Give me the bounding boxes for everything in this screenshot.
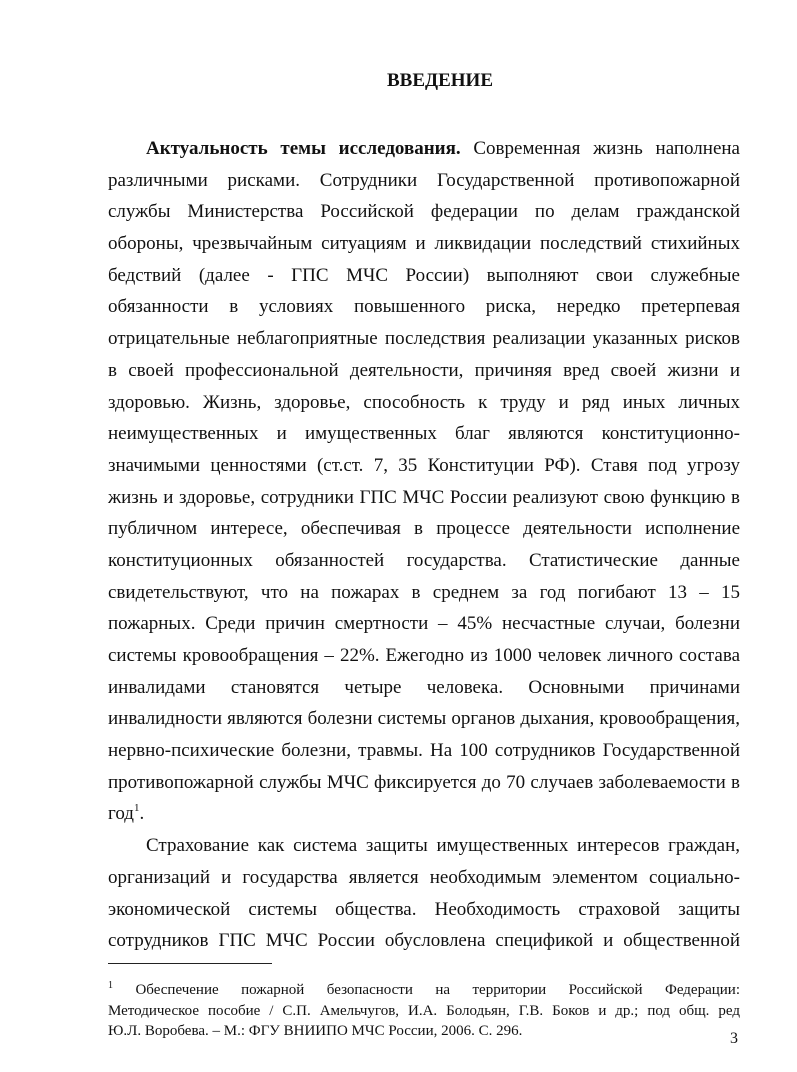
text-run: различными рисками. Сотрудники Государственной противопожарной (108, 169, 740, 191)
text-run: в своей профессиональной деятельности, причиняя вред своей жизни и (108, 359, 740, 381)
paragraph-line (108, 513, 740, 545)
paragraph-line (108, 323, 740, 355)
paragraph-line (108, 450, 740, 482)
paragraph-line (108, 608, 740, 640)
paragraph-line (108, 196, 740, 228)
text-run: свидетельствуют, что на пожарах в среднем за год погибают 13 – 15 (108, 581, 740, 603)
paragraph-line (108, 862, 740, 894)
footnote-ref: 1 (108, 980, 113, 991)
page-number: 3 (730, 1030, 738, 1047)
text-run: организаций и государства является необходимым элементом социально- (108, 866, 740, 888)
text-run: Обеспечение пожарной безопасности на территории Российской Федерации: (113, 982, 740, 998)
paragraph-line (108, 735, 740, 767)
text-run: пожарных. Среди причин смертности – 45% несчастные случаи, болезни (108, 613, 740, 635)
text-run: экономической системы общества. Необходимость страховой защиты (108, 898, 740, 920)
text-run: службы Министерства Российской федерации по делам гражданской (108, 201, 740, 223)
text-run: противопожарной службы МЧС фиксируется до 70 случаев заболеваемости в (108, 771, 740, 793)
paragraph-line (108, 133, 740, 165)
footnote-line (108, 1001, 740, 1022)
footnote-ref: 1 (133, 802, 140, 815)
text-run: здоровью. Жизнь, здоровье, способность к труду и ряд иных личных (108, 391, 740, 413)
paragraph-line (108, 355, 740, 387)
paragraph-line (108, 418, 740, 450)
paragraph-line (108, 165, 740, 197)
text-run: значимыми ценностями (ст.ст. 7, 35 Конституции РФ). Ставя под угрозу (108, 454, 740, 476)
text-run: конституционных обязанностей государства. Статистические данные (108, 549, 740, 571)
paragraph-line (108, 798, 740, 830)
text-run: Современная жизнь наполнена (460, 138, 740, 159)
text-run: обязанности в условиях повышенного риска, нередко претерпевая (108, 296, 740, 318)
text-run: инвалидами становятся четыре человека. Основными причинами (108, 676, 740, 698)
paragraph-line (108, 894, 740, 926)
text-run: год (108, 803, 134, 825)
body-text (108, 133, 740, 957)
paragraph-line (108, 672, 740, 704)
text-run: инвалидности являются болезни системы органов дыхания, кровообращения, (108, 708, 740, 730)
paragraph-line (108, 291, 740, 323)
paragraph-line (108, 767, 740, 799)
footnote-line (108, 1021, 740, 1042)
text-run: бедствий (далее - ГПС МЧС России) выполняют свои служебные (108, 264, 740, 286)
paragraph-line (108, 703, 740, 735)
text-run: отрицательные неблагоприятные последствия реализации указанных рисков (108, 328, 740, 350)
paragraph-line (108, 830, 740, 862)
footnote (108, 980, 740, 1042)
text-run: Ю.Л. Воробева. – М.: ФГУ ВНИИПО МЧС России, 2006. С. 296. (108, 1023, 523, 1039)
paragraph-line (108, 387, 740, 419)
section-title: ВВЕДЕНИЕ (387, 70, 493, 91)
text-run: неимущественных и имущественных благ являются конституционно- (108, 423, 740, 445)
paragraph-line (108, 577, 740, 609)
text-run: публичном интересе, обеспечивая в процессе деятельности исполнение (108, 518, 740, 540)
paragraph-line (108, 640, 740, 672)
text-run: сотрудников ГПС МЧС России обусловлена спецификой и общественной (108, 930, 740, 952)
text-run: обороны, чрезвычайным ситуациям и ликвидации последствий стихийных (108, 233, 740, 255)
footnote-line (108, 980, 740, 1001)
text-run: жизнь и здоровье, сотрудники ГПС МЧС России реализуют свою функцию в (108, 486, 740, 508)
paragraph-line (108, 260, 740, 292)
bold-lead: Актуальность темы исследования. (146, 138, 461, 159)
footnote-divider (108, 963, 272, 964)
text-run: нервно-психические болезни, травмы. На 100 сотрудников Государственной (108, 740, 740, 762)
paragraph-line (108, 228, 740, 260)
paragraph-line (108, 545, 740, 577)
text-run: Методическое пособие / С.П. Амельчугов, И.А. Болодьян, Г.В. Боков и др.; под общ. ред (108, 1002, 740, 1019)
paragraph-line (108, 925, 740, 957)
text-run: Страхование как система защиты имущественных интересов граждан, (146, 835, 740, 857)
paragraph-line (108, 482, 740, 514)
text-run: системы кровообращения – 22%. Ежегодно из 1000 человек личного состава (108, 645, 740, 666)
text-run: . (139, 803, 145, 825)
